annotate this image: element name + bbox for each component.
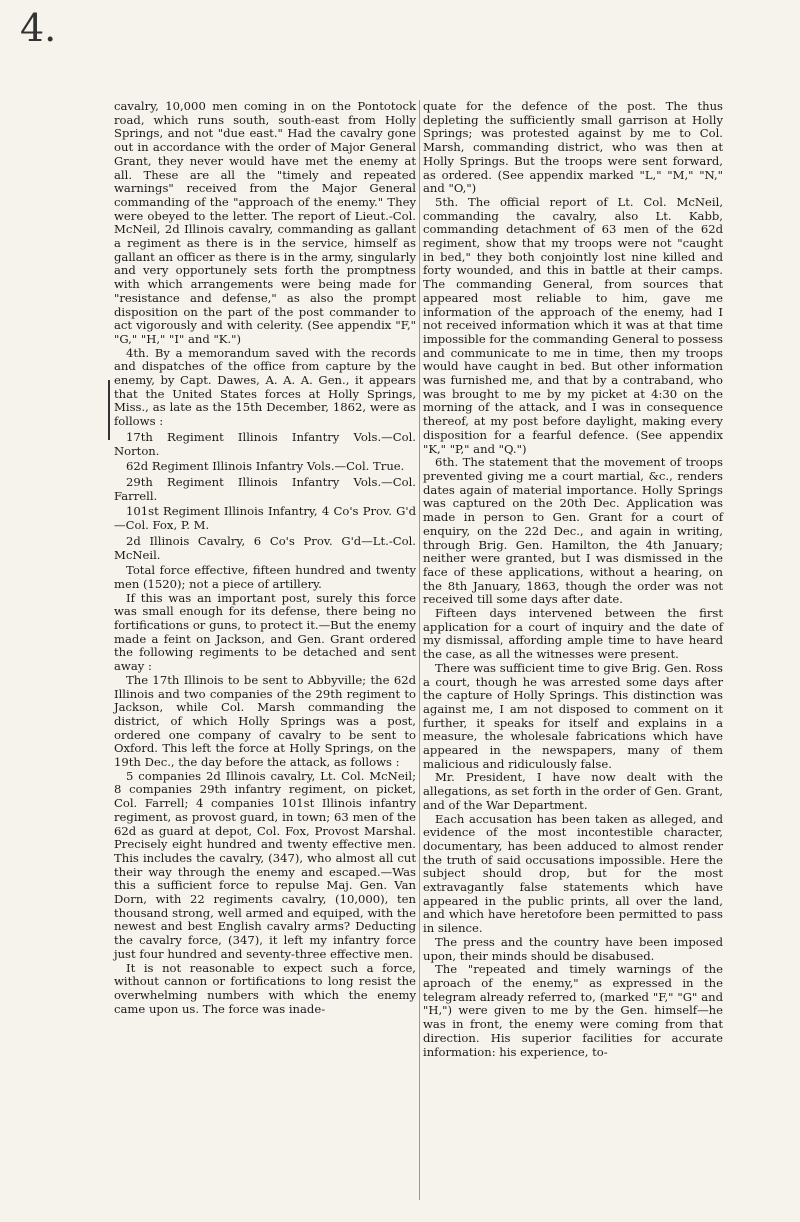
regiment-entry: 17th Regiment Illinois Infantry Vols.—Col. Norton. — [114, 429, 416, 458]
page-number: 4. — [20, 6, 57, 50]
paragraph: It is not reasonable to expect such a force, without cannon or fortifications to long resist the overwhelming numbers with which the enemy came upon us. The force was inade- — [114, 960, 416, 1016]
paragraph: 5th. The official report of Lt. Col. McNeil, commanding the cavalry, also Lt. Kabb, commanding detachment of 63 men of the 62d regiment, show that my troops were not "caught in bed," they both conjointly lost nine killed and forty wounded, and this in battle at their camps. The commanding General, from sources that appeared most reliable to him, gave me information of the approach of the enemy, had I not received information which it was at that time impossible for the commanding General to possess and communicate to me in time, then my troops would have caught in bed. But other information was furnished me, and that by a contraband, who was brought to me by my picket at 4:30 on the morning of the attack, and I was in consequence thereof, at my post before daylight, making every disposition for a fearful defence. (See appendix "K," "P," and "Q.") — [423, 194, 723, 456]
regiment-entry: 101st Regiment Illinois Infantry, 4 Co's Prov. G'd—Col. Fox, P. M. — [114, 504, 416, 533]
regiment-entry: 29th Regiment Illinois Infantry Vols.—Col. Farrell. — [114, 474, 416, 503]
paragraph: The 17th Illinois to be sent to Abbyville; the 62d Illinois and two companies of the 29th regiment to Jackson, while Col. Marsh commanding the district, of which Holly Springs was a post, ordered one company of cavalry to be sent to Oxford. This left the force at Holly Springs, on the 19th Dec., the day before the attack, as follows : — [114, 672, 416, 770]
margin-bracket — [108, 380, 110, 440]
paragraph: There was sufficient time to give Brig. Gen. Ross a court, though he was arrested some days after the capture of Holly Springs. This distinction was against me, I am not disposed to comment on it further, it speaks for itself and explains in a measure, the wholesale fabrications which have appeared in the newspapers, many of them malicious and ridiculously false. — [423, 660, 723, 771]
paragraph: 6th. The statement that the movement of troops prevented giving me a court martial, &c., renders dates again of material importance. Holly Springs was captured on the 20th Dec. Application was made in person to Gen. Grant for a court of enquiry, on the 22d Dec., and again in writing, through Brig. Gen. Hamilton, the 4th January; neither were granted, but I was dismissed in the face of these applications, without a hearing, on the 8th January, 1863, though the order was not received till some days after date. — [423, 455, 723, 607]
paragraph: The "repeated and timely warnings of the aproach of the enemy," as expressed in the telegram already referred to, (marked "F," "G" and "H,") were given to me by the Gen. himself—he was in front, the enemy were coming from that direction. His superior facilities for accurate information: his experience, to- — [423, 962, 723, 1059]
regiment-entry: 2d Illinois Cavalry, 6 Co's Prov. G'd—Lt.-Col. McNeil. — [114, 533, 416, 562]
right-column — [423, 100, 723, 1059]
paragraph: cavalry, 10,000 men coming in on the Pontotock road, which runs south, south-east from Holly Springs, and not "due east." Had the cavalry gone out in accordance with the order of Major General Grant, they never would have met the enemy at all. These are all the "timely and repeated warnings" received from the Major General commanding of the "approach of the enemy." They were obeyed to the letter. The report of Lieut.-Col. McNeil, 2d Illinois cavalry, commanding as gallant a regiment as there is in the service, himself as gallant an officer as there is in the army, singularly and very opportunely sets forth the promptness with which arrangements were being made for "resistance and defense," as also the prompt disposition on the part of the post commander to act vigorously and with celerity. (See appendix "F," "G," "H," "I" and "K.") — [114, 99, 416, 346]
paragraph: Each accusation has been taken as alleged, and evidence of the most incontestible character, documentary, has been adduced to almost render the truth of said occusations impossible. Here the subject should drop, but for the most extravagantly false statements which have appeared in the public prints, all over the land, and which have heretofore been permitted to pass in silence. — [423, 811, 723, 936]
paragraph: If this was an important post, surely this force was small enough for its defense, there being no fortifications or guns, to protect it.—But the enemy made a feint on Jackson, and Gen. Grant ordered the following regiments to be detached and sent away : — [114, 590, 416, 674]
column-divider — [419, 100, 420, 1200]
paragraph: Total force effective, fifteen hundred and twenty men (1520); not a piece of artillery. — [114, 563, 416, 591]
paragraph: Mr. President, I have now dealt with the allegations, as set forth in the order of Gen. Grant, and of the War Department. — [423, 770, 723, 812]
paragraph: The press and the country have been imposed upon, their minds should be disabused. — [423, 934, 723, 963]
paragraph: 5 companies 2d Illinois cavalry, Lt. Col. McNeil; 8 companies 29th infantry regiment, on picket, Col. Farrell; 4 companies 101st Illinois infantry regiment, as provost guard, in town; 63 men of the 62d as guard at depot, Col. Fox, Provost Marshal. Precisely eight hundred and twenty effective men. This includes the cavalry, (347), who almost all cut their way through the enemy and escaped.—Was this a sufficient force to repulse Maj. Gen. Van Dorn, with 22 regiments cavalry, (10,000), ten thousand strong, well armed and equiped, with the newest and best English cavalry arms? Deducting the cavalry force, (347), it left my infantry force just four hundred and seventy-three effective men. — [114, 768, 416, 961]
paragraph: 4th. By a memorandum saved with the records and dispatches of the office from capture by the enemy, by Capt. Dawes, A. A. A. Gen., it appears that the United States forces at Holly Springs, Miss., as late as the 15th December, 1862, were as follows : — [114, 345, 416, 429]
paragraph: quate for the defence of the post. The thus depleting the sufficiently small garrison at Holly Springs; was protested against by me to Col. Marsh, commanding district, who was then at Holly Springs. But the troops were sent forward, as ordered. (See appendix marked "L," "M," "N," and "O,") — [423, 99, 723, 196]
paragraph: Fifteen days intervened between the first application for a court of inquiry and the date of my dismissal, affording ample time to have heard the case, as all the witnesses were present. — [423, 606, 723, 662]
regiment-entry: 62d Regiment Illinois Infantry Vols.—Col. True. — [126, 459, 405, 474]
left-column — [114, 100, 416, 1016]
